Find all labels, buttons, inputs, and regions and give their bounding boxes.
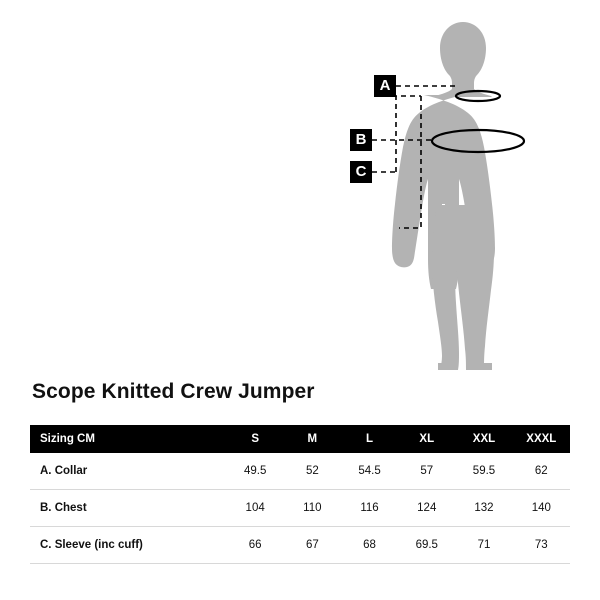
cell-chest-l: 116: [341, 490, 398, 527]
cell-chest-m: 110: [284, 490, 341, 527]
cell-collar-m: 52: [284, 453, 341, 490]
row-label-chest: B. Chest: [30, 490, 227, 527]
cell-sleeve-s: 66: [227, 527, 284, 564]
page-title: Scope Knitted Crew Jumper: [32, 380, 315, 403]
row-label-collar: A. Collar: [30, 453, 227, 490]
row-label-sleeve: C. Sleeve (inc cuff): [30, 527, 227, 564]
cell-sleeve-m: 67: [284, 527, 341, 564]
table-header-sizing: Sizing CM: [30, 425, 227, 453]
legs-silhouette-icon: [432, 205, 494, 370]
table-header-l: L: [341, 425, 398, 453]
table-row: [30, 527, 570, 564]
cell-chest-s: 104: [227, 490, 284, 527]
feet-silhouette-icon: [438, 363, 492, 370]
table-header-xxxl: XXXL: [513, 425, 570, 453]
cell-collar-xxl: 59.5: [455, 453, 512, 490]
cell-chest-xxxl: 140: [513, 490, 570, 527]
cell-collar-xl: 57: [398, 453, 455, 490]
cell-chest-xxl: 132: [455, 490, 512, 527]
table-row: [30, 490, 570, 527]
cell-chest-xl: 124: [398, 490, 455, 527]
cell-collar-xxxl: 62: [513, 453, 570, 490]
table-header-row: [30, 425, 570, 453]
table-header-m: M: [284, 425, 341, 453]
callout-label-a: A: [374, 75, 396, 97]
table-header-xl: XL: [398, 425, 455, 453]
table-header-s: S: [227, 425, 284, 453]
cell-sleeve-xl: 69.5: [398, 527, 455, 564]
table-header-xxl: XXL: [455, 425, 512, 453]
callout-label-c: C: [350, 161, 372, 183]
cell-sleeve-xxxl: 73: [513, 527, 570, 564]
cell-collar-l: 54.5: [341, 453, 398, 490]
cell-collar-s: 49.5: [227, 453, 284, 490]
cell-sleeve-l: 68: [341, 527, 398, 564]
size-chart-table: [30, 425, 570, 564]
callout-label-b: B: [350, 129, 372, 151]
cell-sleeve-xxl: 71: [455, 527, 512, 564]
table-row: [30, 453, 570, 490]
